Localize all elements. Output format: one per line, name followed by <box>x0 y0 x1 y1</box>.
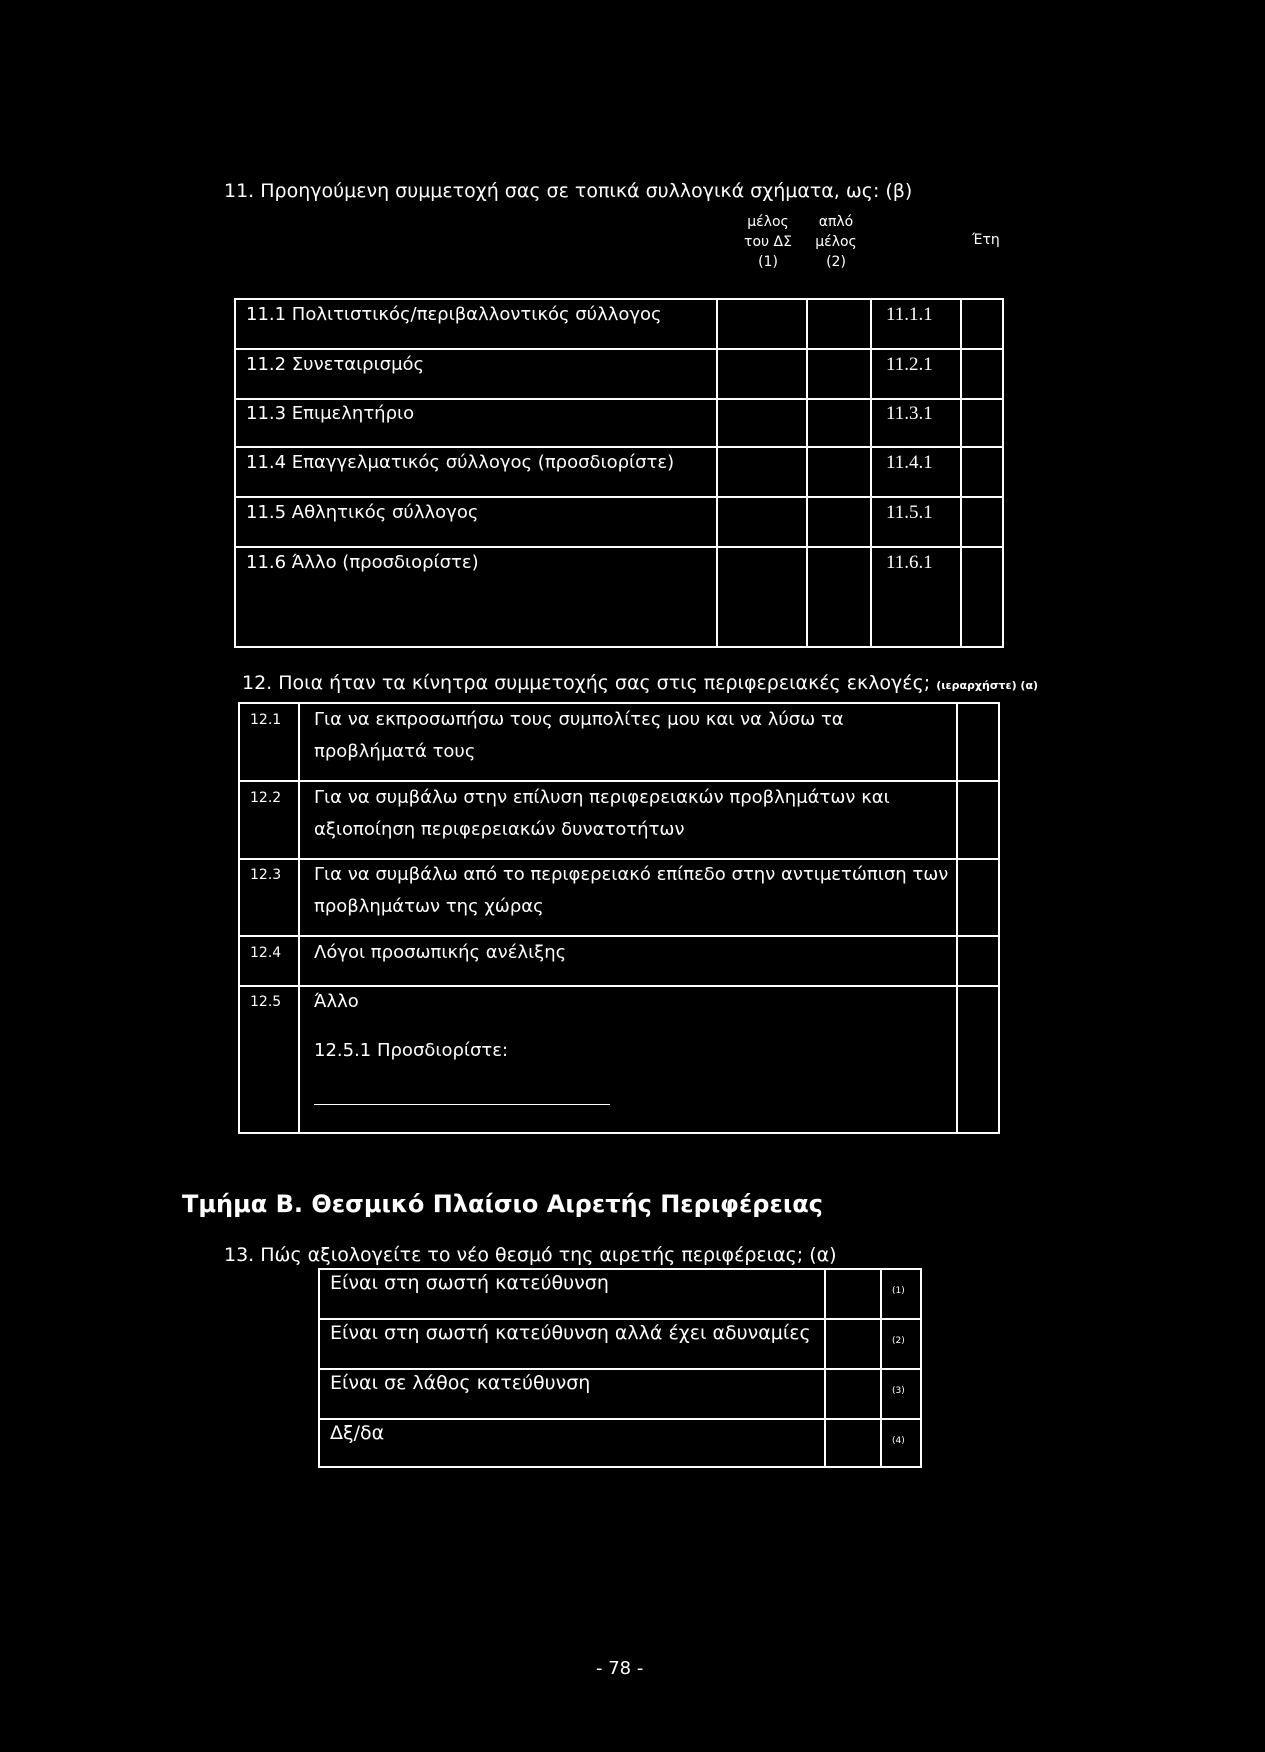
q13-option-code: (2) <box>892 1336 905 1346</box>
q12-divider <box>298 702 300 1134</box>
q12-row-text: Για να εκπροσωπήσω τους συμπολίτες μου και να λύσω τα προβλήματά τους <box>314 709 844 762</box>
q11-row-code: 11.5.1 <box>886 502 933 523</box>
col1-line1: μέλος <box>747 214 789 230</box>
col2-line1: απλό <box>818 214 854 230</box>
col2-line3: (2) <box>826 254 846 270</box>
q11-row-divider <box>234 546 1004 548</box>
q11-row-code: 11.6.1 <box>886 552 933 573</box>
q12-row-text: Άλλο <box>314 991 359 1012</box>
q11-divider <box>806 298 808 648</box>
q12-row-number: 12.4 <box>250 945 282 961</box>
q11-divider <box>870 298 872 648</box>
q12-row-number: 12.2 <box>250 790 282 806</box>
q13-option-label: Είναι στη σωστή κατεύθυνση <box>330 1272 609 1294</box>
q12-row-number: 12.1 <box>250 712 282 728</box>
q11-row-divider <box>234 496 1004 498</box>
q13-row-divider <box>318 1368 922 1370</box>
q13-title: 13. Πώς αξιολογείτε το νέο θεσμό της αιρετής περιφέρειας; (α) <box>224 1244 837 1266</box>
col-simple-member-header <box>806 212 866 272</box>
section-b-title: Τμήμα Β. Θεσμικό Πλαίσιο Αιρετής Περιφέρειας <box>182 1190 823 1218</box>
q13-option-label: Είναι σε λάθος κατεύθυνση <box>330 1372 591 1394</box>
q12-title-note: (ιεραρχήστε) (α) <box>936 679 1039 692</box>
q11-row-divider <box>234 446 1004 448</box>
q13-option-code: (1) <box>892 1286 905 1296</box>
specify-input-line[interactable] <box>314 1104 610 1105</box>
q11-row-code: 11.2.1 <box>886 354 933 375</box>
q11-row-divider <box>234 348 1004 350</box>
q13-option-label: Είναι στη σωστή κατεύθυνση αλλά έχει αδυναμίες <box>330 1322 811 1344</box>
q12-title <box>242 672 1038 694</box>
q11-row-label: 11.2 Συνεταιρισμός <box>246 354 425 375</box>
col-years-header: Έτη <box>972 232 1000 248</box>
q12-row-text: Λόγοι προσωπικής ανέλιξης <box>314 942 567 963</box>
q11-divider <box>960 298 962 648</box>
q13-option-code: (3) <box>892 1386 905 1396</box>
q13-option-label: Δξ/δα <box>330 1422 385 1444</box>
q13-option-code: (4) <box>892 1436 905 1446</box>
q11-row-label: 11.6 Άλλο (προσδιορίστε) <box>246 552 479 573</box>
q11-row-code: 11.1.1 <box>886 304 933 325</box>
col2-line2: μέλος <box>815 234 857 250</box>
specify-label: 12.5.1 Προσδιορίστε: <box>314 1040 509 1061</box>
q11-row-label: 11.4 Επαγγελματικός σύλλογος (προσδιορίστε) <box>246 452 675 473</box>
q11-row-label: 11.5 Αθλητικός σύλλογος <box>246 502 479 523</box>
q12-title-text: 12. Ποια ήταν τα κίνητρα συμμετοχής σας στις περιφερειακές εκλογές; <box>242 672 931 694</box>
col-board-member-header <box>738 212 798 272</box>
q11-row-label: 11.3 Επιμελητήριο <box>246 403 415 424</box>
q11-row-divider <box>234 398 1004 400</box>
col1-line3: (1) <box>758 254 778 270</box>
q11-row-code: 11.3.1 <box>886 403 933 424</box>
q12-row-number: 12.3 <box>250 867 282 883</box>
q11-row-code: 11.4.1 <box>886 452 933 473</box>
q12-row-text: Για να συμβάλω στην επίλυση περιφερειακών προβλημάτων και αξιοποίηση περιφερειακών δυνατοτήτων <box>314 787 890 840</box>
q12-divider <box>956 702 958 1134</box>
q12-row-number: 12.5 <box>250 994 282 1010</box>
q13-row-divider <box>318 1418 922 1420</box>
q11-title: 11. Προηγούμενη συμμετοχή σας σε τοπικά συλλογικά σχήματα, ως: (β) <box>224 180 913 202</box>
q12-row-text: Για να συμβάλω από το περιφερειακό επίπεδο στην αντιμετώπιση των προβλημάτων της χώρας <box>314 864 949 917</box>
q11-row-label: 11.1 Πολιτιστικός/περιβαλλοντικός σύλλογος <box>246 304 662 325</box>
page-number: - 78 - <box>596 1658 644 1679</box>
q13-row-divider <box>318 1318 922 1320</box>
col1-line2: του ΔΣ <box>744 234 792 250</box>
q11-divider <box>716 298 718 648</box>
